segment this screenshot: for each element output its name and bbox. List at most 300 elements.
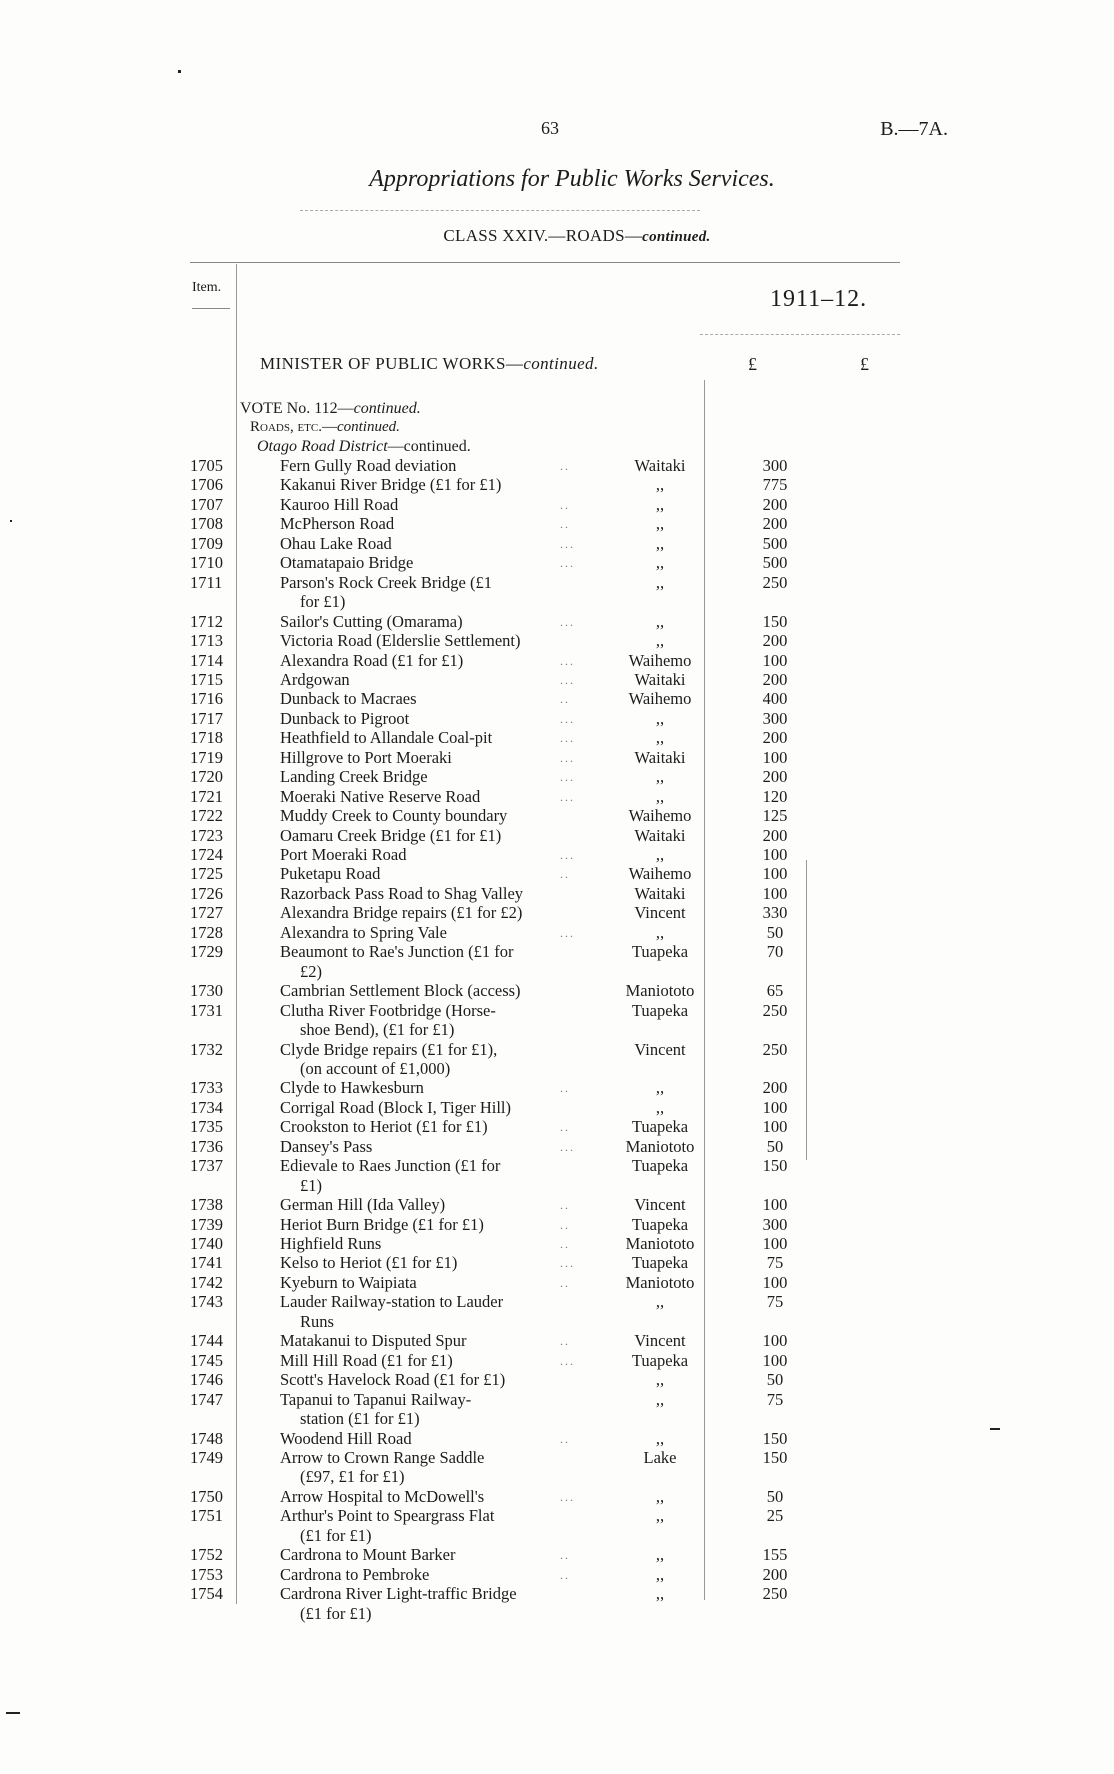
leader-dots: ... — [560, 789, 575, 804]
table-row — [0, 1234, 1114, 1254]
item-amount: 775 — [762, 475, 788, 495]
item-district: ,, — [655, 1506, 665, 1526]
class-title — [0, 226, 1114, 246]
item-district: ,, — [655, 514, 665, 534]
item-description: Ardgowan — [280, 669, 350, 689]
item-amount: 300 — [762, 1214, 788, 1234]
item-number: 1732 — [190, 1039, 223, 1059]
item-amount: 50 — [766, 1136, 784, 1156]
item-district: Vincent — [634, 1331, 686, 1351]
roads-heading — [250, 419, 400, 436]
item-header-rule — [192, 308, 230, 309]
leader-dots: .. — [560, 1275, 570, 1290]
table-row — [0, 787, 1114, 807]
item-description: Alexandra to Spring Vale — [280, 922, 447, 942]
item-amount: 250 — [762, 1584, 788, 1604]
item-description: Tapanui to Tapanui Railway- — [280, 1389, 472, 1409]
item-amount: 200 — [762, 825, 788, 845]
item-district: Waihemo — [628, 650, 692, 670]
item-district: Vincent — [634, 1195, 686, 1215]
item-number: 1711 — [190, 572, 223, 592]
item-number: 1735 — [190, 1117, 223, 1137]
leader-dots: .. — [560, 497, 570, 512]
item-district: Waitaki — [634, 825, 686, 845]
item-description: (£1 for £1) — [300, 1603, 372, 1623]
item-amount: 100 — [762, 883, 788, 903]
item-number: 1708 — [190, 514, 223, 534]
item-amount: 150 — [762, 1447, 788, 1467]
leader-dots: .. — [560, 1120, 570, 1135]
item-column-header: Item. — [192, 280, 222, 295]
leader-dots: ... — [560, 556, 575, 571]
item-amount: 50 — [766, 922, 784, 942]
table-row — [0, 612, 1114, 632]
item-description: Edievale to Raes Junction (£1 for — [280, 1156, 501, 1176]
item-description: shoe Bend), (£1 for £1) — [300, 1020, 455, 1040]
year-column-header: 1911–12. — [770, 286, 868, 312]
item-number: 1740 — [190, 1234, 223, 1253]
item-number: 1719 — [190, 747, 223, 767]
vote-heading-continued: continued. — [353, 400, 421, 417]
item-description: Kelso to Heriot (£1 for £1) — [280, 1253, 458, 1273]
item-description: Clyde Bridge repairs (£1 for £1), — [280, 1039, 498, 1059]
item-amount: 300 — [762, 456, 788, 475]
item-description: Cardrona River Light-traffic Bridge — [280, 1584, 517, 1604]
table-row — [0, 573, 1114, 593]
item-description: Fern Gully Road deviation — [280, 456, 457, 475]
table-row — [0, 1195, 1114, 1215]
leader-dots: ... — [560, 614, 575, 629]
item-amount: 150 — [762, 611, 788, 631]
item-number: 1733 — [190, 1078, 223, 1098]
item-district: ,, — [655, 1486, 665, 1506]
item-description: Moeraki Native Reserve Road — [280, 786, 481, 806]
item-district: ,, — [655, 1078, 665, 1098]
page-title: Appropriations for Public Works Services. — [369, 166, 775, 192]
table-row — [0, 709, 1114, 729]
item-number: 1752 — [190, 1545, 223, 1565]
item-number: 1751 — [190, 1506, 223, 1526]
item-district: ,, — [655, 1564, 665, 1584]
leader-dots: .. — [560, 1081, 570, 1096]
table-row — [0, 806, 1114, 826]
item-description: Beaumont to Rae's Junction (£1 for — [280, 942, 514, 962]
item-amount: 100 — [762, 650, 788, 670]
item-amount: 400 — [762, 689, 788, 709]
item-amount: 120 — [762, 786, 788, 806]
table-row — [0, 1448, 1114, 1468]
item-description: for £1) — [300, 592, 346, 612]
item-number: 1722 — [190, 806, 223, 826]
item-description: Mill Hill Road (£1 for £1) — [280, 1350, 453, 1370]
item-amount: 300 — [762, 708, 788, 728]
minister-heading-main: MINISTER OF PUBLIC WORKS— — [260, 354, 524, 373]
table-row — [0, 903, 1114, 923]
item-number: 1745 — [190, 1350, 223, 1370]
item-description: Victoria Road (Elderslie Settlement) — [280, 631, 521, 651]
table-row — [0, 1565, 1114, 1585]
item-number: 1728 — [190, 922, 223, 942]
item-description: Dansey's Pass — [280, 1136, 373, 1156]
roads-heading-continued: continued. — [336, 419, 400, 435]
item-district: ,, — [655, 572, 665, 592]
scan-speck — [990, 1428, 1000, 1430]
table-row — [0, 631, 1114, 651]
table-row — [0, 1584, 1114, 1604]
year-header-rule — [700, 334, 900, 335]
vote-heading-main: VOTE No. 112— — [240, 400, 354, 417]
item-district: Tuapeka — [631, 1000, 689, 1020]
item-description: Clutha River Footbridge (Horse- — [280, 1000, 496, 1020]
table-row — [0, 1098, 1114, 1118]
item-district: Waitaki — [634, 883, 686, 903]
item-description: Puketapu Road — [280, 864, 381, 884]
table-row — [0, 942, 1114, 962]
item-number: 1734 — [190, 1097, 223, 1117]
item-district: ,, — [655, 1389, 665, 1409]
item-district: ,, — [655, 708, 665, 728]
item-number: 1720 — [190, 767, 223, 787]
item-number: 1723 — [190, 825, 223, 845]
item-description: Cardrona to Pembroke — [280, 1564, 430, 1584]
item-description: Kakanui River Bridge (£1 for £1) — [280, 475, 502, 495]
table-row — [0, 728, 1114, 748]
item-number: 1706 — [190, 475, 223, 495]
item-description: Woodend Hill Road — [280, 1428, 412, 1448]
vote-heading — [240, 400, 421, 418]
table-row — [0, 845, 1114, 865]
item-number: 1709 — [190, 533, 223, 553]
table-row — [0, 1273, 1114, 1293]
roads-heading-main: Roads, etc.— — [250, 419, 337, 435]
item-amount: 200 — [762, 669, 788, 689]
item-number: 1729 — [190, 942, 223, 962]
item-district: Maniototo — [625, 1272, 695, 1292]
table-row — [0, 534, 1114, 554]
leader-dots: .. — [560, 1198, 570, 1213]
item-number: 1743 — [190, 1292, 223, 1312]
leader-dots: ... — [560, 731, 575, 746]
item-amount: 150 — [762, 1156, 788, 1176]
item-district: ,, — [655, 1097, 665, 1117]
item-number: 1715 — [190, 669, 223, 689]
table-row — [0, 884, 1114, 904]
item-description: Otamatapaio Bridge — [280, 553, 414, 573]
item-description: Kauroo Hill Road — [280, 494, 399, 514]
item-district: Tuapeka — [631, 1214, 689, 1234]
item-district: ,, — [655, 845, 665, 864]
table-row — [0, 864, 1114, 884]
item-amount: 155 — [762, 1545, 788, 1565]
leader-dots: ... — [560, 770, 575, 785]
scan-speck — [6, 1712, 20, 1714]
table-row — [0, 1156, 1114, 1176]
item-amount: 50 — [766, 1370, 784, 1390]
item-description: Landing Creek Bridge — [280, 767, 428, 787]
item-district: Tuapeka — [631, 942, 689, 962]
leader-dots: .. — [560, 867, 570, 882]
item-district: ,, — [655, 1292, 665, 1312]
leader-dots: .. — [560, 459, 570, 473]
leader-dots: .. — [560, 1431, 570, 1446]
item-description: Runs — [300, 1311, 334, 1331]
item-number: 1744 — [190, 1331, 223, 1351]
item-district: Tuapeka — [631, 1253, 689, 1273]
item-amount: 75 — [766, 1253, 784, 1273]
item-amount: 200 — [762, 728, 788, 748]
item-description: Matakanui to Disputed Spur — [280, 1331, 467, 1351]
item-amount: 65 — [766, 981, 784, 1001]
item-district: ,, — [655, 1545, 665, 1565]
leader-dots: .. — [560, 1237, 570, 1251]
item-number: 1721 — [190, 786, 223, 806]
table-row — [0, 456, 1114, 476]
item-district: ,, — [655, 922, 665, 942]
item-number: 1741 — [190, 1253, 223, 1273]
item-amount: 500 — [762, 533, 788, 553]
table-row — [0, 1351, 1114, 1371]
pound-symbol-1: £ — [748, 354, 757, 374]
item-description: McPherson Road — [280, 514, 395, 534]
district-heading-main: Otago Road District — [257, 438, 388, 455]
item-number: 1705 — [190, 456, 223, 475]
item-amount: 200 — [762, 1078, 788, 1098]
table-row — [0, 767, 1114, 787]
item-description: Oamaru Creek Bridge (£1 for £1) — [280, 825, 502, 845]
table-row — [0, 1390, 1114, 1410]
item-number: 1742 — [190, 1272, 223, 1292]
item-district: ,, — [655, 475, 665, 495]
item-amount: 75 — [766, 1389, 784, 1409]
leader-dots: ... — [560, 750, 575, 765]
item-description: Dunback to Macraes — [280, 689, 417, 709]
item-number: 1724 — [190, 845, 223, 864]
item-district: ,, — [655, 1428, 665, 1448]
item-amount: 100 — [762, 1331, 788, 1351]
item-description: £2) — [300, 961, 322, 981]
item-description: (£97, £1 for £1) — [300, 1467, 405, 1487]
item-number: 1731 — [190, 1000, 223, 1020]
district-heading — [257, 438, 471, 456]
item-description: Scott's Havelock Road (£1 for £1) — [280, 1370, 506, 1390]
leader-dots: .. — [560, 1548, 570, 1563]
item-amount: 250 — [762, 1000, 788, 1020]
item-district: ,, — [655, 553, 665, 573]
item-description: Alexandra Road (£1 for £1) — [280, 650, 464, 670]
item-number: 1747 — [190, 1389, 223, 1409]
item-description: Crookston to Heriot (£1 for £1) — [280, 1117, 488, 1137]
item-district: ,, — [655, 631, 665, 651]
table-row-continuation — [0, 1176, 1114, 1196]
leader-dots: .. — [560, 1334, 570, 1349]
leader-dots: ... — [560, 925, 575, 940]
item-amount: 100 — [762, 1097, 788, 1117]
item-district: ,, — [655, 767, 665, 787]
item-district: Maniototo — [625, 981, 695, 1001]
leader-dots: ... — [560, 1256, 575, 1271]
leader-dots: ... — [560, 653, 575, 668]
item-number: 1717 — [190, 708, 223, 728]
item-amount: 100 — [762, 1350, 788, 1370]
item-district: Lake — [643, 1447, 677, 1467]
table-row — [0, 1370, 1114, 1390]
leader-dots: ... — [560, 848, 575, 862]
item-description: Arthur's Point to Speargrass Flat — [280, 1506, 495, 1526]
item-number: 1716 — [190, 689, 223, 709]
item-number: 1718 — [190, 728, 223, 748]
item-description: Parson's Rock Creek Bridge (£1 — [280, 572, 492, 592]
item-number: 1750 — [190, 1486, 223, 1506]
table-row-continuation — [0, 1059, 1114, 1079]
item-amount: 100 — [762, 747, 788, 767]
item-district: Tuapeka — [631, 1117, 689, 1137]
table-row — [0, 475, 1114, 495]
item-description: German Hill (Ida Valley) — [280, 1195, 446, 1215]
item-district: Maniototo — [625, 1136, 695, 1156]
item-amount: 100 — [762, 845, 788, 864]
leader-dots: ... — [560, 1489, 575, 1504]
item-description: Corrigal Road (Block I, Tiger Hill) — [280, 1097, 511, 1117]
item-district: ,, — [655, 1584, 665, 1604]
table-row — [0, 1137, 1114, 1157]
table-row — [0, 1429, 1114, 1449]
item-number: 1727 — [190, 903, 223, 923]
item-description: Kyeburn to Waipiata — [280, 1272, 417, 1292]
leader-dots: .. — [560, 1217, 570, 1232]
table-row — [0, 1487, 1114, 1507]
item-number: 1712 — [190, 611, 223, 631]
item-district: Waihemo — [628, 806, 692, 826]
item-description: Arrow Hospital to McDowell's — [280, 1486, 485, 1506]
item-district: ,, — [655, 728, 665, 748]
item-description: Heathfield to Allandale Coal-pit — [280, 728, 493, 748]
item-amount: 150 — [762, 1428, 788, 1448]
item-number: 1754 — [190, 1584, 223, 1604]
item-amount: 500 — [762, 553, 788, 573]
table-row — [0, 1215, 1114, 1235]
item-amount: 200 — [762, 514, 788, 534]
paper-code: B.—7A. — [880, 118, 948, 140]
item-number: 1749 — [190, 1447, 223, 1467]
item-description: Alexandra Bridge repairs (£1 for £2) — [280, 903, 523, 923]
item-district: Waitaki — [634, 747, 686, 767]
table-row — [0, 1331, 1114, 1351]
item-number: 1739 — [190, 1214, 223, 1234]
item-district: Waitaki — [634, 456, 686, 475]
leader-dots: .. — [560, 692, 570, 707]
item-amount: 100 — [762, 864, 788, 884]
item-amount: 200 — [762, 494, 788, 514]
item-amount: 330 — [762, 903, 788, 923]
table-row-continuation — [0, 1604, 1114, 1624]
item-district: Waihemo — [628, 864, 692, 884]
item-amount: 200 — [762, 767, 788, 787]
table-row-continuation — [0, 962, 1114, 982]
item-district: Tuapeka — [631, 1156, 689, 1176]
leader-dots: ... — [560, 1139, 575, 1154]
table-row — [0, 651, 1114, 671]
item-amount: 25 — [766, 1506, 784, 1526]
page-number: 63 — [541, 118, 559, 138]
table-row-continuation — [0, 592, 1114, 612]
item-amount: 125 — [762, 806, 788, 826]
table-row-continuation — [0, 1409, 1114, 1429]
item-district: ,, — [655, 533, 665, 553]
scan-speck — [178, 70, 181, 73]
table-row — [0, 495, 1114, 515]
item-district: ,, — [655, 611, 665, 631]
table-row — [0, 1506, 1114, 1526]
item-number: 1753 — [190, 1564, 223, 1584]
item-number: 1707 — [190, 494, 223, 514]
item-description: £1) — [300, 1175, 322, 1195]
class-title-main: CLASS XXIV.—ROADS— — [443, 226, 643, 245]
item-number: 1710 — [190, 553, 223, 573]
district-heading-continued: —continued. — [387, 438, 471, 455]
minister-heading — [260, 354, 599, 374]
item-amount: 100 — [762, 1272, 788, 1292]
table-row — [0, 923, 1114, 943]
item-amount: 100 — [762, 1195, 788, 1215]
item-description: Arrow to Crown Range Saddle — [280, 1447, 485, 1467]
item-description: Lauder Railway-station to Lauder — [280, 1292, 504, 1312]
item-number: 1725 — [190, 864, 223, 884]
leader-dots: ... — [560, 672, 575, 687]
item-description: Muddy Creek to County boundary — [280, 806, 508, 826]
item-district: Vincent — [634, 1039, 686, 1059]
pound-symbol-2: £ — [860, 354, 869, 374]
item-amount: 100 — [762, 1234, 788, 1253]
item-description: Clyde to Hawkesburn — [280, 1078, 424, 1098]
table-row — [0, 1292, 1114, 1312]
item-amount: 250 — [762, 1039, 788, 1059]
item-description: (on account of £1,000) — [300, 1058, 451, 1078]
item-amount: 200 — [762, 1564, 788, 1584]
item-description: Razorback Pass Road to Shag Valley — [280, 883, 524, 903]
item-district: ,, — [655, 786, 665, 806]
table-row-continuation — [0, 1020, 1114, 1040]
item-amount: 200 — [762, 631, 788, 651]
item-district: Maniototo — [625, 1234, 695, 1253]
table-row — [0, 1253, 1114, 1273]
table-row — [0, 689, 1114, 709]
table-row — [0, 553, 1114, 573]
table-row — [0, 981, 1114, 1001]
item-number: 1738 — [190, 1195, 223, 1215]
item-amount: 70 — [766, 942, 784, 962]
item-description: station (£1 for £1) — [300, 1409, 420, 1429]
title-divider — [300, 210, 700, 211]
table-row — [0, 1117, 1114, 1137]
item-number: 1726 — [190, 883, 223, 903]
table-row-continuation — [0, 1467, 1114, 1487]
item-district: Waitaki — [634, 669, 686, 689]
table-row — [0, 826, 1114, 846]
table-row — [0, 748, 1114, 768]
leader-dots: ... — [560, 711, 575, 726]
table-row — [0, 1545, 1114, 1565]
item-number: 1736 — [190, 1136, 223, 1156]
item-number: 1730 — [190, 981, 223, 1001]
item-description: (£1 for £1) — [300, 1525, 372, 1545]
leader-dots: ... — [560, 1353, 575, 1368]
table-row — [0, 670, 1114, 690]
table-row — [0, 1040, 1114, 1060]
table-row-continuation — [0, 1312, 1114, 1332]
leader-dots: .. — [560, 1567, 570, 1582]
item-description: Ohau Lake Road — [280, 533, 392, 553]
item-description: Heriot Burn Bridge (£1 for £1) — [280, 1214, 484, 1234]
